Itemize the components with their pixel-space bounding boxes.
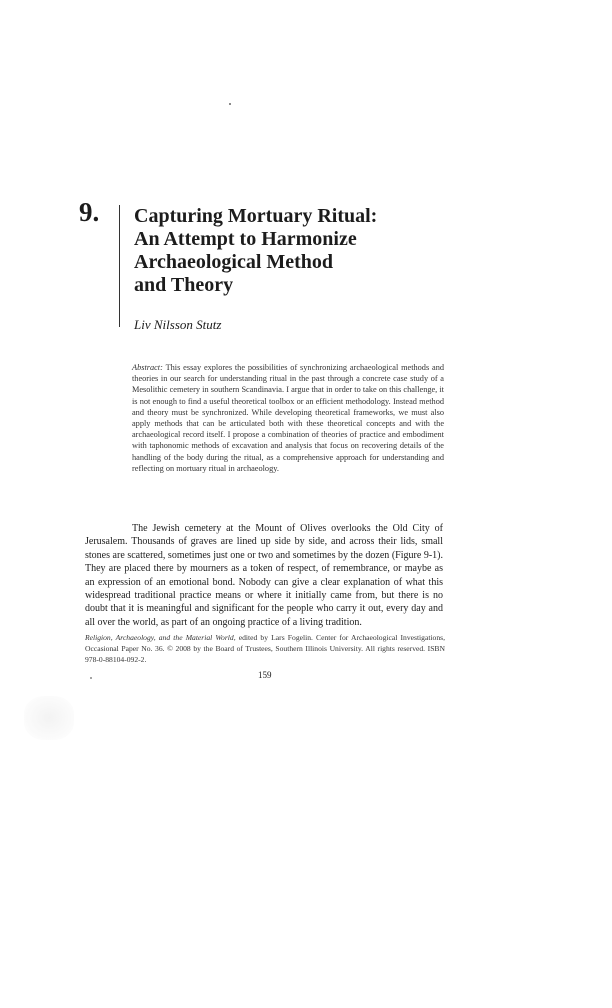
- citation-series-title: Religion, Archaeology, and the Material World,: [85, 633, 236, 642]
- abstract: [132, 362, 444, 474]
- chapter-number: 9.: [79, 197, 100, 227]
- chapter-title: [134, 205, 434, 297]
- title-line-4: and Theory: [134, 274, 234, 296]
- citation-text: edited by Lars Fogelin. Center for Archaeological Investigations, Occasional Paper No. 36. © 2008 by the Board of Trustees, Southern Illinois University. All rights reserved. ISBN 978-0-88104-092-2.: [85, 633, 446, 664]
- body-paragraph: The Jewish cemetery at the Mount of Olives overlooks the Old City of Jerusalem. Thousands of graves are lined up side by side, and across their lids, small stones are scattered, sometimes just one or two and sometimes by the dozen (Figure 9-1). They are placed there by mourners as a token of respect, of remembrance, or maybe as an expression of an emotional bond. Nobody can give a clear explanation of what this widespread traditional practice means or where it initially came from, but there is no doubt that it is meaningful and significant for the people who carry it out, every day and all over the world, as part of an ongoing practice of a living tradition.: [85, 523, 443, 628]
- scan-speck-2: [90, 677, 92, 679]
- author-name: Liv Nilsson Stutz: [134, 317, 222, 332]
- title-line-2: An Attempt to Harmonize: [134, 228, 357, 250]
- page-number: 159: [258, 670, 272, 680]
- title-rule: [119, 205, 120, 327]
- abstract-text: This essay explores the possibilities of synchronizing archaeological methods and theories in our search for understanding ritual in the past through a concrete case study of a Mesolithic cemetery in southern Scandinavia. I argue that in order to take on this challenge, it is not enough to find a useful theoretical toolbox or an efficient methodology. Instead method and theory must be synchronized. While developing theoretical frameworks, we must also apply methods that can be articulated both with these theoretical concepts and with the archaeological record itself. I propose a combination of theories of practice and embodiment with taphonomic methods of excavation and analysis that focus on recovering details of the handling of the body during the ritual, as a comprehensive approach for understanding and reflecting on mortuary ritual in archaeology.: [132, 363, 444, 473]
- scan-smudge: [24, 696, 74, 740]
- title-line-3: Archaeological Method: [134, 251, 334, 273]
- scan-speck: [229, 103, 231, 105]
- title-line-1: Capturing Mortuary Ritual:: [134, 205, 378, 227]
- abstract-label: Abstract:: [132, 363, 163, 372]
- citation: [85, 633, 445, 665]
